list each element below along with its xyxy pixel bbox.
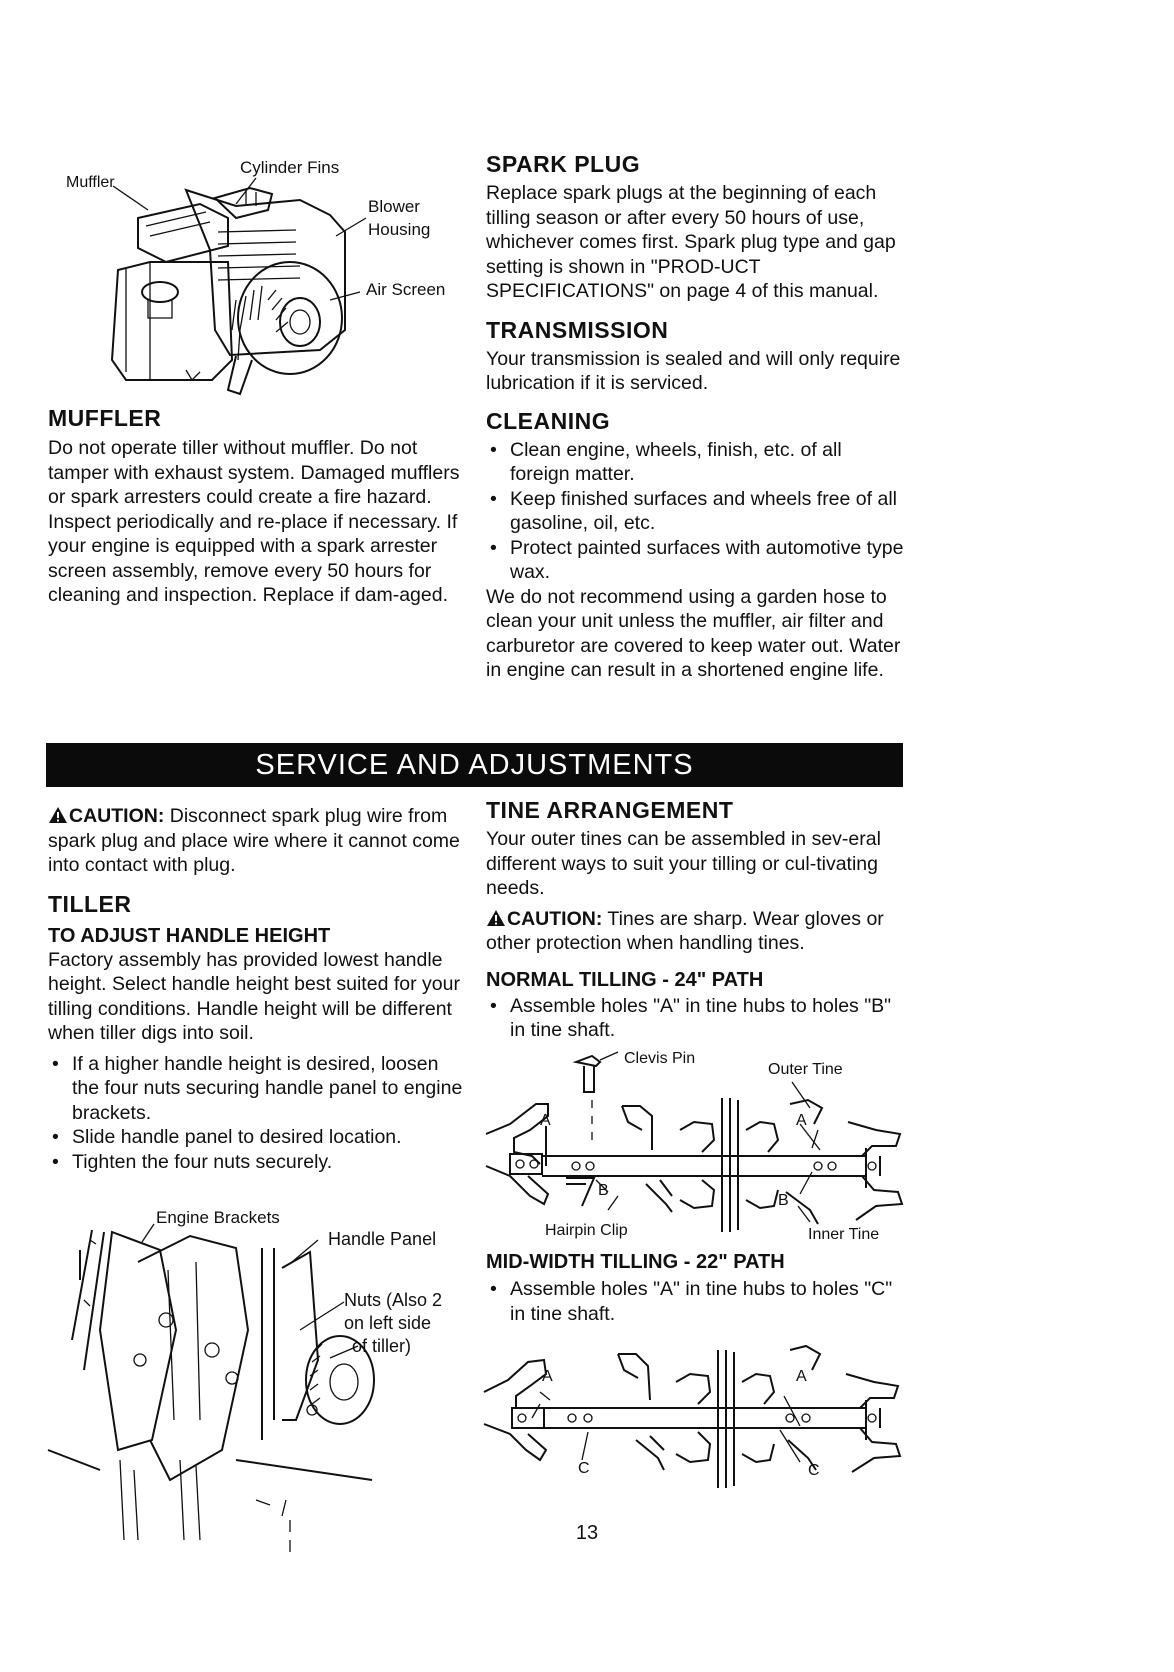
label-clevis-pin: Clevis Pin bbox=[624, 1050, 696, 1067]
label-engine-brackets: Engine Brackets bbox=[156, 1208, 280, 1227]
muffler-heading: MUFFLER bbox=[48, 405, 162, 431]
letter-a-left: A bbox=[540, 1112, 551, 1129]
letter-c-right: C bbox=[808, 1462, 820, 1479]
list-item: • If a higher handle height is desired, loosen the four nuts securing handle panel to engine brackets. bbox=[48, 1052, 468, 1126]
normal-tilling-list bbox=[486, 994, 906, 1043]
label-muffler: Muffler bbox=[66, 174, 115, 191]
label-nuts-2: on left side bbox=[344, 1313, 432, 1333]
list-item: • Assemble holes "A" in tine hubs to holes "B" in tine shaft. bbox=[486, 994, 906, 1043]
tiller-heading: TILLER bbox=[48, 890, 132, 917]
caution-label: CAUTION: bbox=[507, 907, 603, 930]
spark-plug-heading: SPARK PLUG bbox=[486, 151, 641, 177]
section-banner: SERVICE AND ADJUSTMENTS bbox=[46, 743, 903, 787]
warning-triangle-icon bbox=[48, 806, 68, 824]
label-inner-tine: Inner Tine bbox=[808, 1226, 880, 1243]
muffler-section bbox=[48, 404, 468, 608]
list-item: • Clean engine, wheels, finish, etc. of all foreign matter. bbox=[486, 438, 906, 487]
left-bottom-column bbox=[48, 804, 468, 1174]
letter-c-left: C bbox=[578, 1460, 590, 1477]
caution-label: CAUTION: bbox=[69, 805, 165, 827]
page-number: 13 bbox=[575, 1522, 599, 1544]
right-bottom-column bbox=[486, 796, 906, 1043]
label-blower: Blower bbox=[368, 197, 420, 216]
letter-a-right: A bbox=[796, 1112, 807, 1129]
label-nuts-1: Nuts (Also 2 bbox=[344, 1290, 443, 1310]
label-hairpin-clip: Hairpin Clip bbox=[545, 1222, 628, 1239]
label-air-screen: Air Screen bbox=[366, 280, 446, 299]
letter-a-right: A bbox=[796, 1368, 807, 1385]
letter-a-left: A bbox=[542, 1368, 553, 1385]
spark-plug-body: Replace spark plugs at the beginning of each tilling season or after every 50 hours of use, whichever comes first. Spark plug type and gap setting is shown in "PROD-UCT SPECIFICATIONS" on page 4 of this manual. bbox=[486, 182, 896, 302]
cleaning-heading: CLEANING bbox=[486, 407, 611, 434]
cleaning-list bbox=[486, 438, 906, 585]
caution-text: Disconnect spark plug wire from spark plug and place wire where it cannot come into contact with plug. bbox=[48, 805, 460, 876]
list-item: • Keep finished surfaces and wheels free of all gasoline, oil, etc. bbox=[486, 487, 906, 536]
letter-b-right: B bbox=[778, 1192, 789, 1209]
label-cylinder-fins: Cylinder Fins bbox=[240, 158, 340, 177]
label-outer-tine: Outer Tine bbox=[768, 1061, 843, 1078]
transmission-body: Your transmission is sealed and will only require lubrication if it is serviced. bbox=[486, 347, 901, 394]
label-housing: Housing bbox=[368, 220, 431, 239]
list-item: • Slide handle panel to desired location. bbox=[48, 1125, 468, 1150]
label-handle-panel: Handle Panel bbox=[328, 1229, 437, 1249]
transmission-heading: TRANSMISSION bbox=[486, 316, 669, 343]
mid-width-list bbox=[486, 1277, 906, 1326]
list-item: • Protect painted surfaces with automotive type wax. bbox=[486, 536, 906, 585]
tiller-list bbox=[48, 1052, 468, 1175]
tine-caution-paragraph bbox=[486, 907, 906, 956]
list-item: • Assemble holes "A" in tine hubs to holes "C" in tine shaft. bbox=[486, 1277, 906, 1326]
caution-text: Tines are sharp. Wear gloves or other protection when handling tines. bbox=[486, 907, 884, 954]
warning-triangle-icon bbox=[486, 909, 506, 927]
letter-b-left: B bbox=[598, 1182, 609, 1199]
mid-width-section bbox=[486, 1250, 906, 1326]
label-nuts-3: of tiller) bbox=[352, 1336, 412, 1356]
cleaning-body: We do not recommend using a garden hose to clean your unit unless the muffler, air filter and carburetor are covered to keep water out. Water in engine can result in a shortened engine life. bbox=[486, 585, 901, 681]
handle-height-subheading: TO ADJUST HANDLE HEIGHT bbox=[48, 924, 331, 947]
normal-tilling-heading: NORMAL TILLING - 24" PATH bbox=[486, 968, 764, 991]
caution-paragraph bbox=[48, 804, 468, 878]
muffler-body: Do not operate tiller without muffler. Do not tamper with exhaust system. Damaged mufflers or spark arresters could create a fire hazard. Inspect periodically and re-place if necessary. If your engine is equipped with a spark arrester screen assembly, remove every 50 hours for cleaning and inspection. Replace if dam-aged. bbox=[48, 437, 460, 606]
mid-width-heading: MID-WIDTH TILLING - 22" PATH bbox=[486, 1251, 785, 1273]
right-top-column bbox=[486, 150, 906, 683]
tiller-body: Factory assembly has provided lowest handle height. Select handle height best suited for your tilling conditions. Handle height will be different when tiller digs into soil. bbox=[48, 948, 460, 1044]
list-item: • Tighten the four nuts securely. bbox=[48, 1150, 468, 1175]
tine-arrangement-heading: TINE ARRANGEMENT bbox=[486, 797, 734, 823]
tine-arrangement-body: Your outer tines can be assembled in sev-eral different ways to suit your tilling or cul-tivating needs. bbox=[486, 828, 881, 899]
